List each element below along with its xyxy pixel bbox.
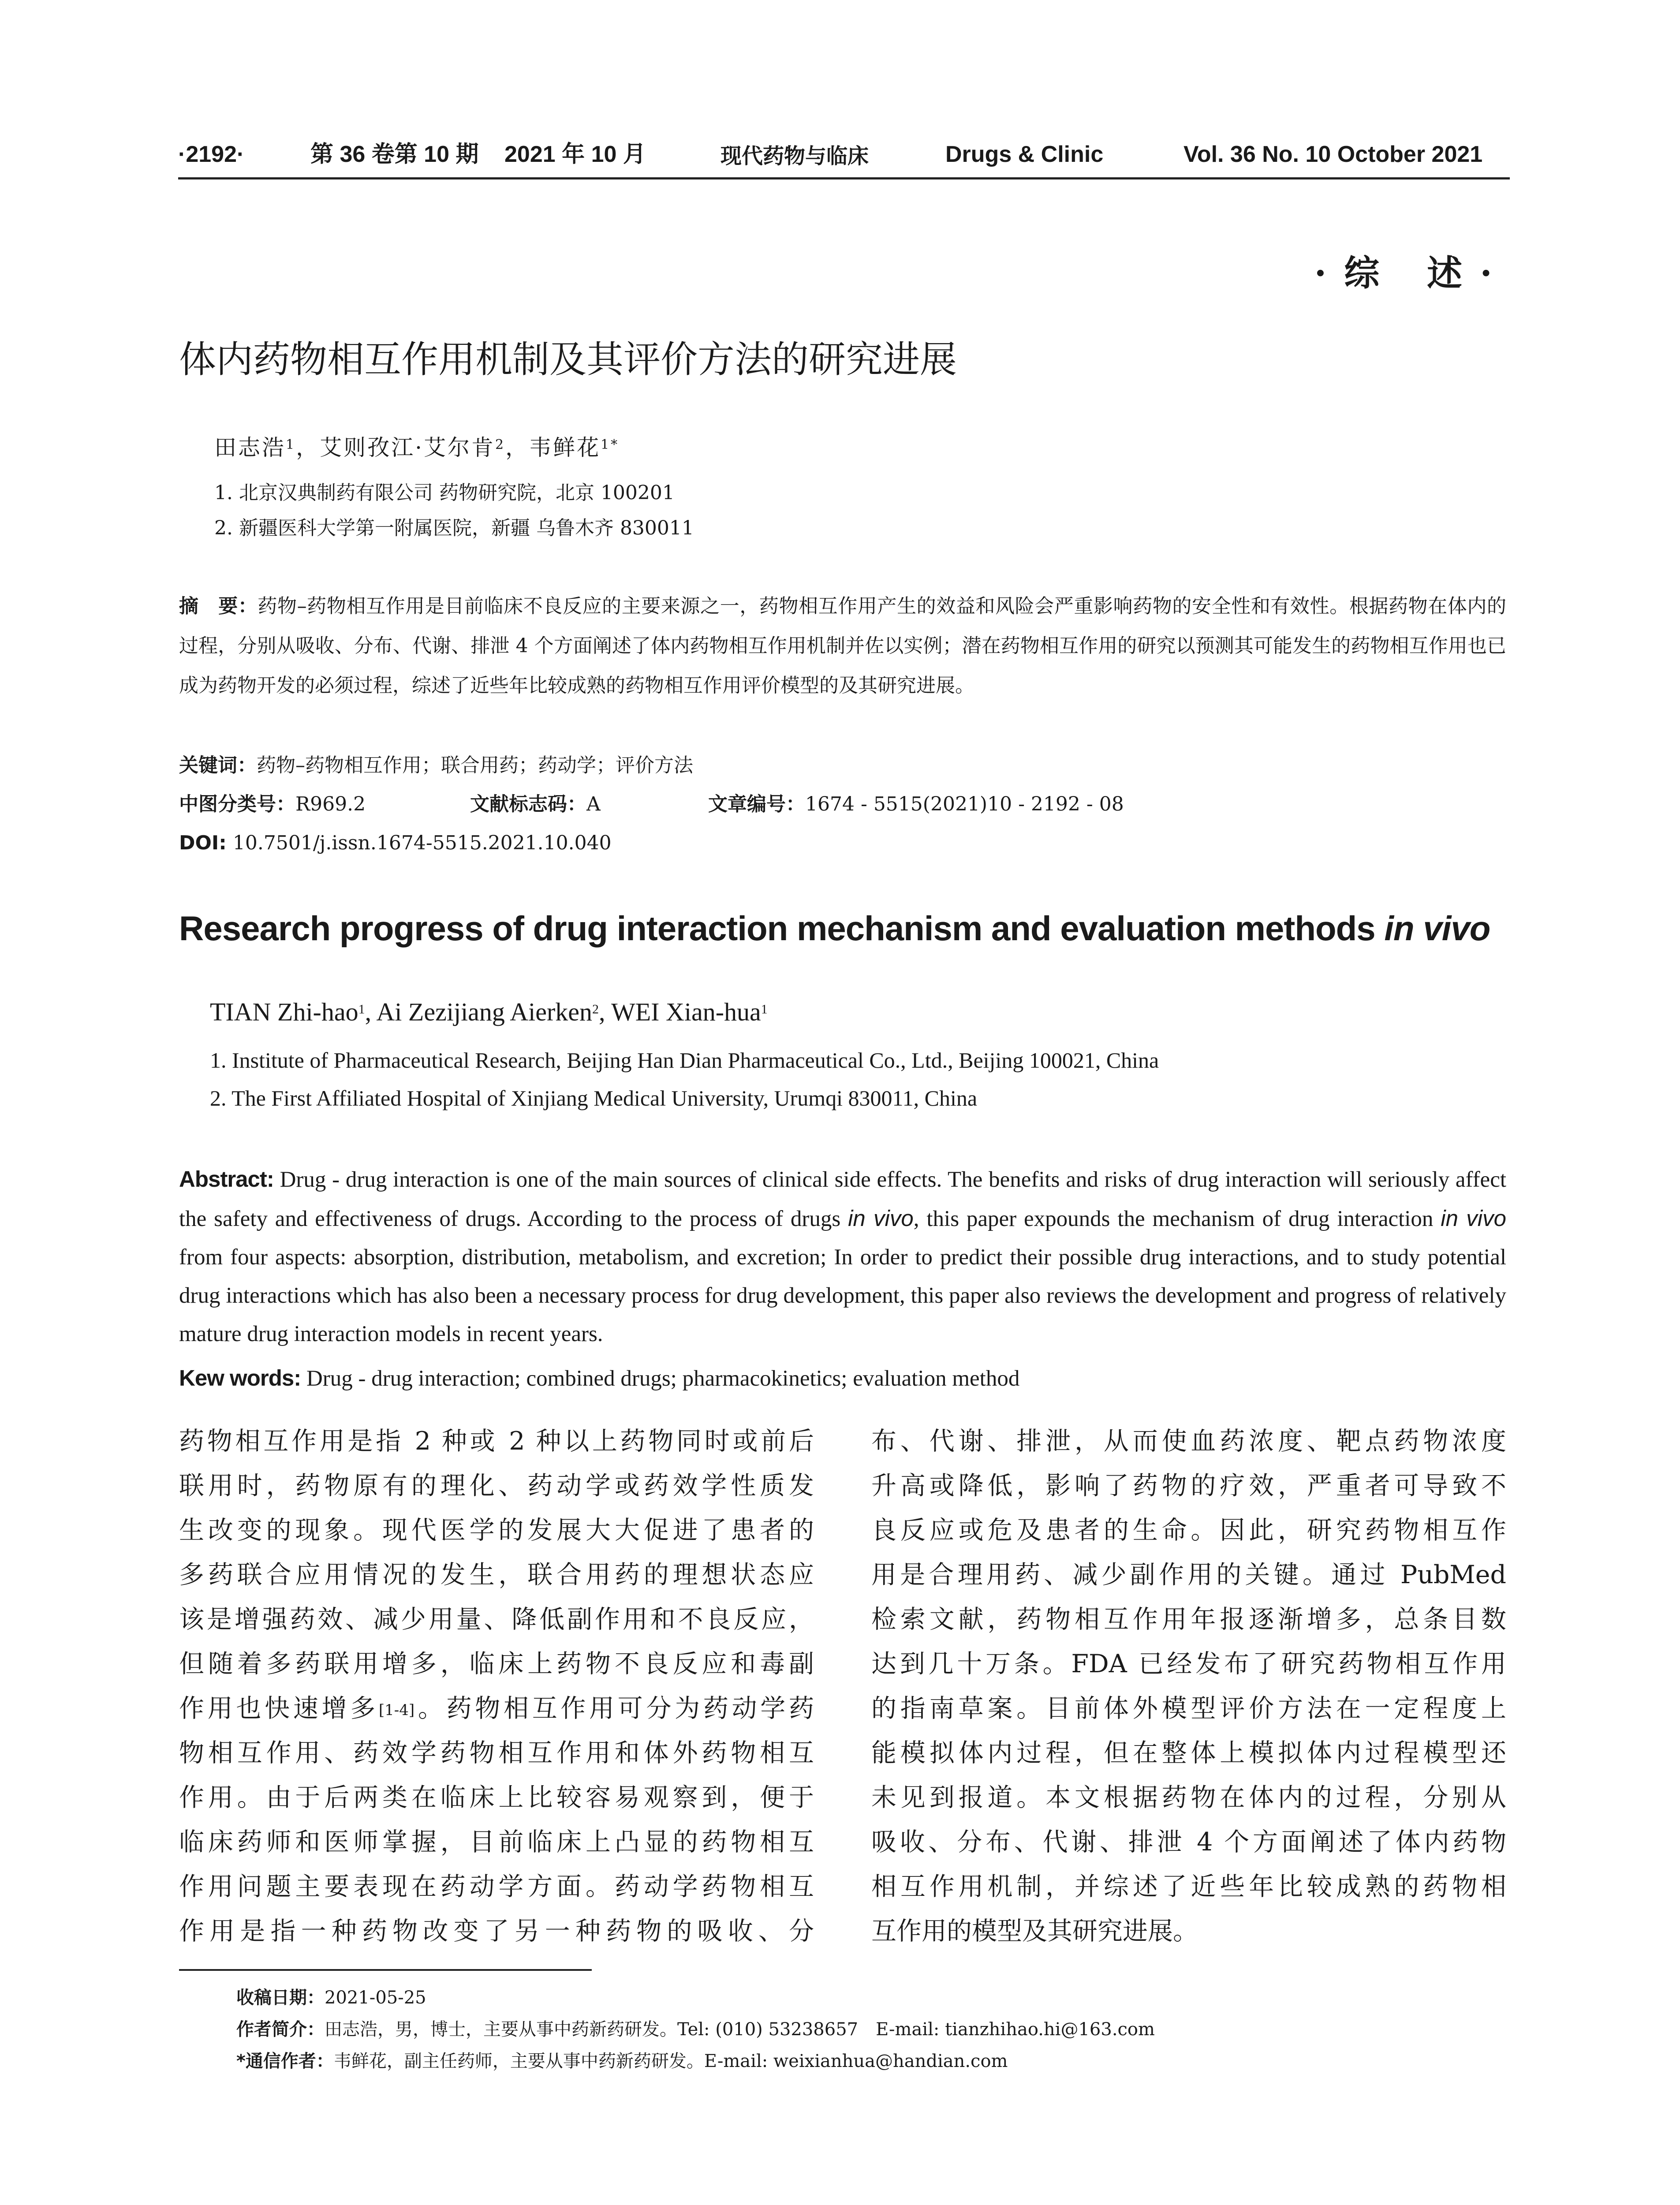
author-bio-label: 作者简介： (236, 2019, 325, 2040)
author-affiliation-mark: 1* (601, 437, 620, 452)
author-name: ，韦鲜花 (505, 435, 601, 460)
body-line: 升高或降低，影响了药物的疗效，严重者可导致不 (871, 1471, 1506, 1500)
article-number-value: 1674 - 5515(2021)10 - 2192 - 08 (805, 793, 1124, 815)
doi-value: 10.7501/j.issn.1674-5515.2021.10.040 (232, 832, 612, 854)
body-line: 吸收、分布、代谢、排泄 4 个方面阐述了体内药物 (871, 1828, 1506, 1857)
body-line: 检索文献，药物相互作用年报逐渐增多，总条目数 (871, 1605, 1506, 1634)
classification-line (179, 791, 366, 818)
title-en (179, 906, 1490, 950)
author-affiliation-mark: 2 (495, 437, 506, 452)
doc-code-value: A (586, 793, 601, 815)
author-affiliation-mark: 1 (358, 1002, 365, 1017)
abstract-italic: in vivo (1441, 1206, 1506, 1231)
date-cn: 2021 年 10 月 (504, 142, 646, 167)
body-line: 该是增强药效、减少用量、降低副作用和不良反应， (179, 1605, 814, 1634)
received-label: 收稿日期： (236, 1988, 325, 2008)
affiliation-cn: 1. 北京汉典制药有限公司 药物研究院，北京 100201 (214, 482, 675, 504)
article-number (708, 791, 1124, 818)
body-line: 作用是指一种药物改变了另一种药物的吸收、分 (179, 1917, 814, 1946)
corresponding-label: *通信作者： (236, 2051, 334, 2071)
keywords-text-en: Drug - drug interaction; combined drugs; pharmacokinetics; evaluation method (301, 1366, 1020, 1391)
author-affiliation-mark: 1 (286, 437, 296, 452)
body-line: 布、代谢、排泄，从而使血药浓度、靶点药物浓度 (871, 1427, 1506, 1456)
body-text: 作用也快速增多 (179, 1694, 379, 1723)
body-line: 生改变的现象。现代医学的发展大大促进了患者的 (179, 1516, 814, 1545)
doi-label: DOI: (179, 832, 227, 854)
abstract-cn (179, 587, 1506, 706)
body-line: 药物相互作用是指 2 种或 2 种以上药物同时或前后 (179, 1427, 814, 1456)
body-line: 作用问题主要表现在药动学方面。药动学药物相互 (179, 1872, 814, 1901)
body-line: 作用。由于后两类在临床上比较容易观察到，便于 (179, 1783, 814, 1812)
abstract-text-en: from four aspects: absorption, distribution, metabolism, and excretion; In order to predict their possible drug interactions, and to study potential drug interactions which has also been a necessary process for drug development, this paper also reviews the development and progress of relatively mature drug interaction models in recent years. (179, 1245, 1506, 1346)
body-line: 能模拟体内过程，但在整体上模拟体内过程模型还 (871, 1738, 1506, 1768)
authors-cn (214, 432, 619, 463)
running-header (178, 137, 1510, 179)
abstract-label-en: Abstract: (179, 1166, 274, 1192)
abstract-text-cn: 药物–药物相互作用是目前临床不良反应的主要来源之一，药物相互作用产生的效益和风险会严重影响药物的安全性和有效性。根据药物在体内的过程，分别从吸收、分布、代谢、排泄 4 个方面阐述了体内药物相互作用机制并佐以实例；潜在药物相互作用的研究以预测其可能发生的药物相互作用也已成为药物开发的必须过程，综述了近些年比较成熟的药物相互作用评价模型的及其研究进展。 (179, 595, 1506, 697)
body-line: 物相互作用、药效学药物相互作用和体外药物相互 (179, 1738, 814, 1768)
title-en-main: Research progress of drug interaction mechanism and evaluation methods (179, 909, 1385, 948)
footnote-received (236, 1985, 426, 2010)
body-line: 相互作用机制，并综述了近些年比较成熟的药物相 (871, 1872, 1506, 1901)
title-cn: 体内药物相互作用机制及其评价方法的研究进展 (179, 338, 957, 381)
body-line: 但随着多药联用增多，临床上药物不良反应和毒副 (179, 1649, 814, 1678)
article-number-label: 文章编号： (708, 793, 805, 815)
section-label: ·综 述· (1314, 252, 1510, 294)
abstract-en (179, 1160, 1506, 1353)
citation[interactable]: [1-4] (378, 1701, 415, 1719)
body-line: 联用时，药物原有的理化、药动学或药效学性质发 (179, 1471, 814, 1500)
clc-value: R969.2 (295, 793, 366, 815)
doc-code-label: 文献标志码： (470, 793, 586, 815)
body-line: 用是合理用药、减少副作用的关键。通过 PubMed (871, 1560, 1506, 1589)
body-column-right (871, 1419, 1506, 1954)
doc-code (470, 791, 601, 818)
author-bio: 田志浩，男，博士，主要从事中药新药研发。Tel: (010) 53238657 E-mail: tianzhihao.hi@163.com (325, 2019, 1155, 2040)
keywords-label-en: Kew words: (179, 1365, 301, 1390)
author-name: , Ai Zezijiang Aierken (365, 998, 593, 1026)
author-name: TIAN Zhi-hao (210, 998, 358, 1026)
keywords-text-cn: 药物–药物相互作用；联合用药；药动学；评价方法 (257, 754, 693, 777)
author-name: ，艾则孜江·艾尔肯 (296, 435, 495, 460)
affiliation-en: 2. The First Affiliated Hospital of Xinjiang Medical University, Urumqi 830011, China (210, 1086, 978, 1110)
body-text: 。 (414, 1694, 447, 1723)
footnote-corresponding (236, 2049, 1008, 2074)
doi-line (179, 830, 612, 856)
abstract-label-cn: 摘 要： (179, 595, 258, 617)
footnote-author (236, 2017, 1155, 2042)
authors-en (210, 997, 768, 1028)
issue-cn: 第 36 卷第 10 期 (310, 142, 479, 167)
author-name: 田志浩 (214, 435, 286, 460)
body-line: 未见到报道。本文根据药物在体内的过程，分别从 (871, 1783, 1506, 1812)
body-column-left (179, 1419, 814, 1954)
affiliation-en: 1. Institute of Pharmaceutical Research, Beijing Han Dian Pharmaceutical Co., Ltd., Beijing 100021, China (210, 1048, 1159, 1073)
body-line: 达到几十万条。FDA 已经发布了研究药物相互作用 (871, 1649, 1506, 1678)
body-line: 互作用的模型及其研究进展。 (871, 1917, 1198, 1946)
clc-label: 中图分类号： (179, 793, 295, 815)
footnote-divider (179, 1969, 592, 1971)
page-number: ·2192· (178, 142, 245, 167)
body-line: 的指南草案。目前体外模型评价方法在一定程度上 (871, 1694, 1506, 1723)
received-date: 2021-05-25 (325, 1988, 426, 2008)
journal-name-cn: 现代药物与临床 (721, 144, 869, 168)
body-line (179, 1686, 814, 1731)
abstract-text-en: Drug - drug interaction is one of the main sources of clinical side effects. The benefits and risks of drug interaction will seriously affect the safety and effectiveness of drugs. According to the process of drugs (179, 1167, 1506, 1231)
author-affiliation-mark: 2 (592, 1002, 599, 1017)
keywords-cn (179, 752, 693, 779)
keywords-en (179, 1363, 1019, 1394)
author-affiliation-mark: 1 (761, 1002, 768, 1017)
abstract-text-en: , this paper expounds the mechanism of drug interaction (913, 1207, 1441, 1231)
keywords-label-cn: 关键词： (179, 754, 257, 777)
abstract-italic: in vivo (848, 1206, 914, 1231)
author-name: , WEI Xian-hua (599, 998, 761, 1026)
affiliation-cn: 2. 新疆医科大学第一附属医院，新疆 乌鲁木齐 830011 (214, 517, 694, 539)
body-line: 多药联合应用情况的发生，联合用药的理想状态应 (179, 1560, 814, 1589)
title-en-italic: in vivo (1384, 909, 1490, 948)
issue-en: Vol. 36 No. 10 October 2021 (1183, 142, 1483, 167)
corresponding-author: 韦鲜花，副主任药师，主要从事中药新药研发。E-mail: weixianhua@handian.com (333, 2051, 1008, 2071)
body-line: 良反应或危及患者的生命。因此，研究药物相互作 (871, 1516, 1506, 1545)
journal-name-en: Drugs & Clinic (945, 142, 1104, 167)
body-text: 药物相互作用可分为药动学药 (446, 1694, 814, 1723)
body-line: 临床药师和医师掌握，目前临床上凸显的药物相互 (179, 1828, 814, 1857)
